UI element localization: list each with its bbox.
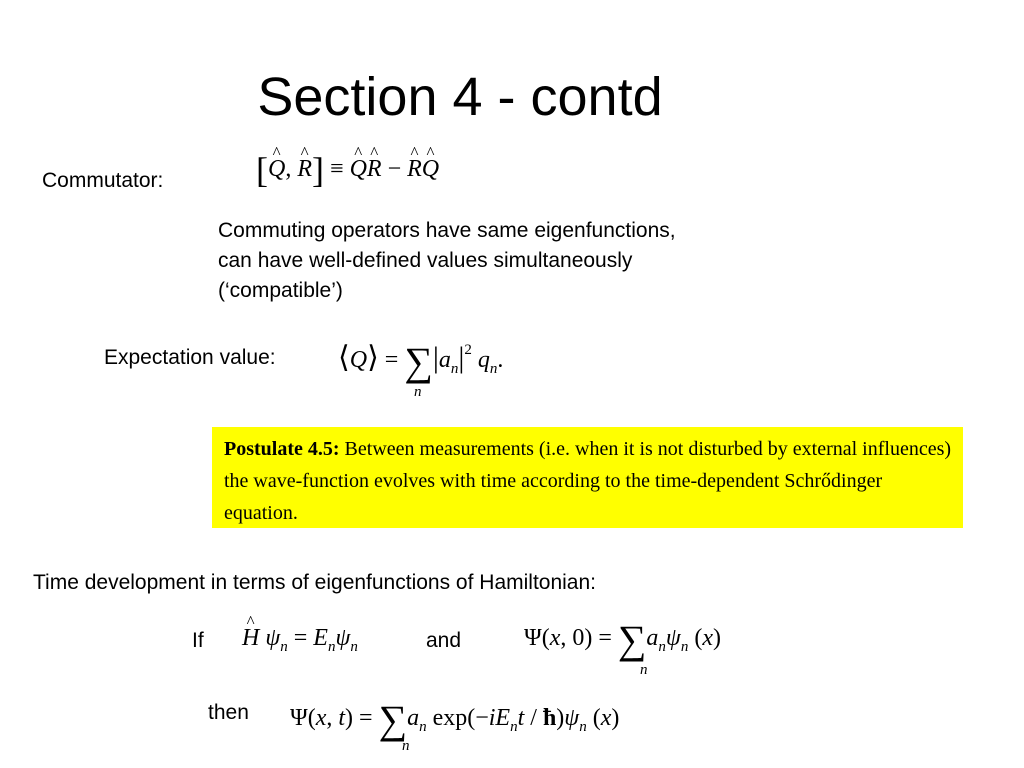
commuting-note-line: (‘compatible’) <box>218 279 343 302</box>
sum-index: n <box>402 738 410 754</box>
postulate-text: Between measurements (i.e. when it is not disturbed by external influences) the wave-function evolves with time according to the time-dependent Schrődinger equation. <box>224 438 952 524</box>
commutator-formula: [^ Q, ^ R] ≡ ^ Q^ R − ^ R^ Q <box>256 152 439 188</box>
page-title: Section 4 - contd <box>257 67 663 127</box>
commuting-note-line: can have well-defined values simultaneously <box>218 249 633 272</box>
time-evolution-formula: Ψ(x, $t) = \sum a_n$ $\exp(-iE_nt$ / $ħ)\psi_n$ (x) <box>290 697 620 742</box>
initial-state-formula: Ψ(x, $0) = \sum a_n\psi_n$ (x) <box>524 617 721 662</box>
time-development-heading: Time development in terms of eigenfunctions of Hamiltonian: <box>33 571 597 594</box>
postulate-heading: Postulate 4.5: <box>224 438 340 460</box>
sum-index: n <box>640 662 648 678</box>
postulate-box <box>212 427 963 528</box>
then-label: then <box>208 701 249 724</box>
expectation-formula: ⟨Q⟩ = $\sum|a_n|^2$ $q_n$. <box>338 339 504 384</box>
commuting-note <box>218 216 676 306</box>
if-label: If <box>192 629 204 652</box>
commuting-note-line: Commuting operators have same eigenfunctions, <box>218 219 676 242</box>
commutator-label: Commutator: <box>42 169 164 192</box>
sum-index: n <box>414 384 422 400</box>
expectation-label: Expectation value: <box>104 346 276 369</box>
eigenvalue-equation: ^ H $\psi_n = E_n\psi_n$ <box>242 625 358 656</box>
and-label: and <box>426 629 462 652</box>
